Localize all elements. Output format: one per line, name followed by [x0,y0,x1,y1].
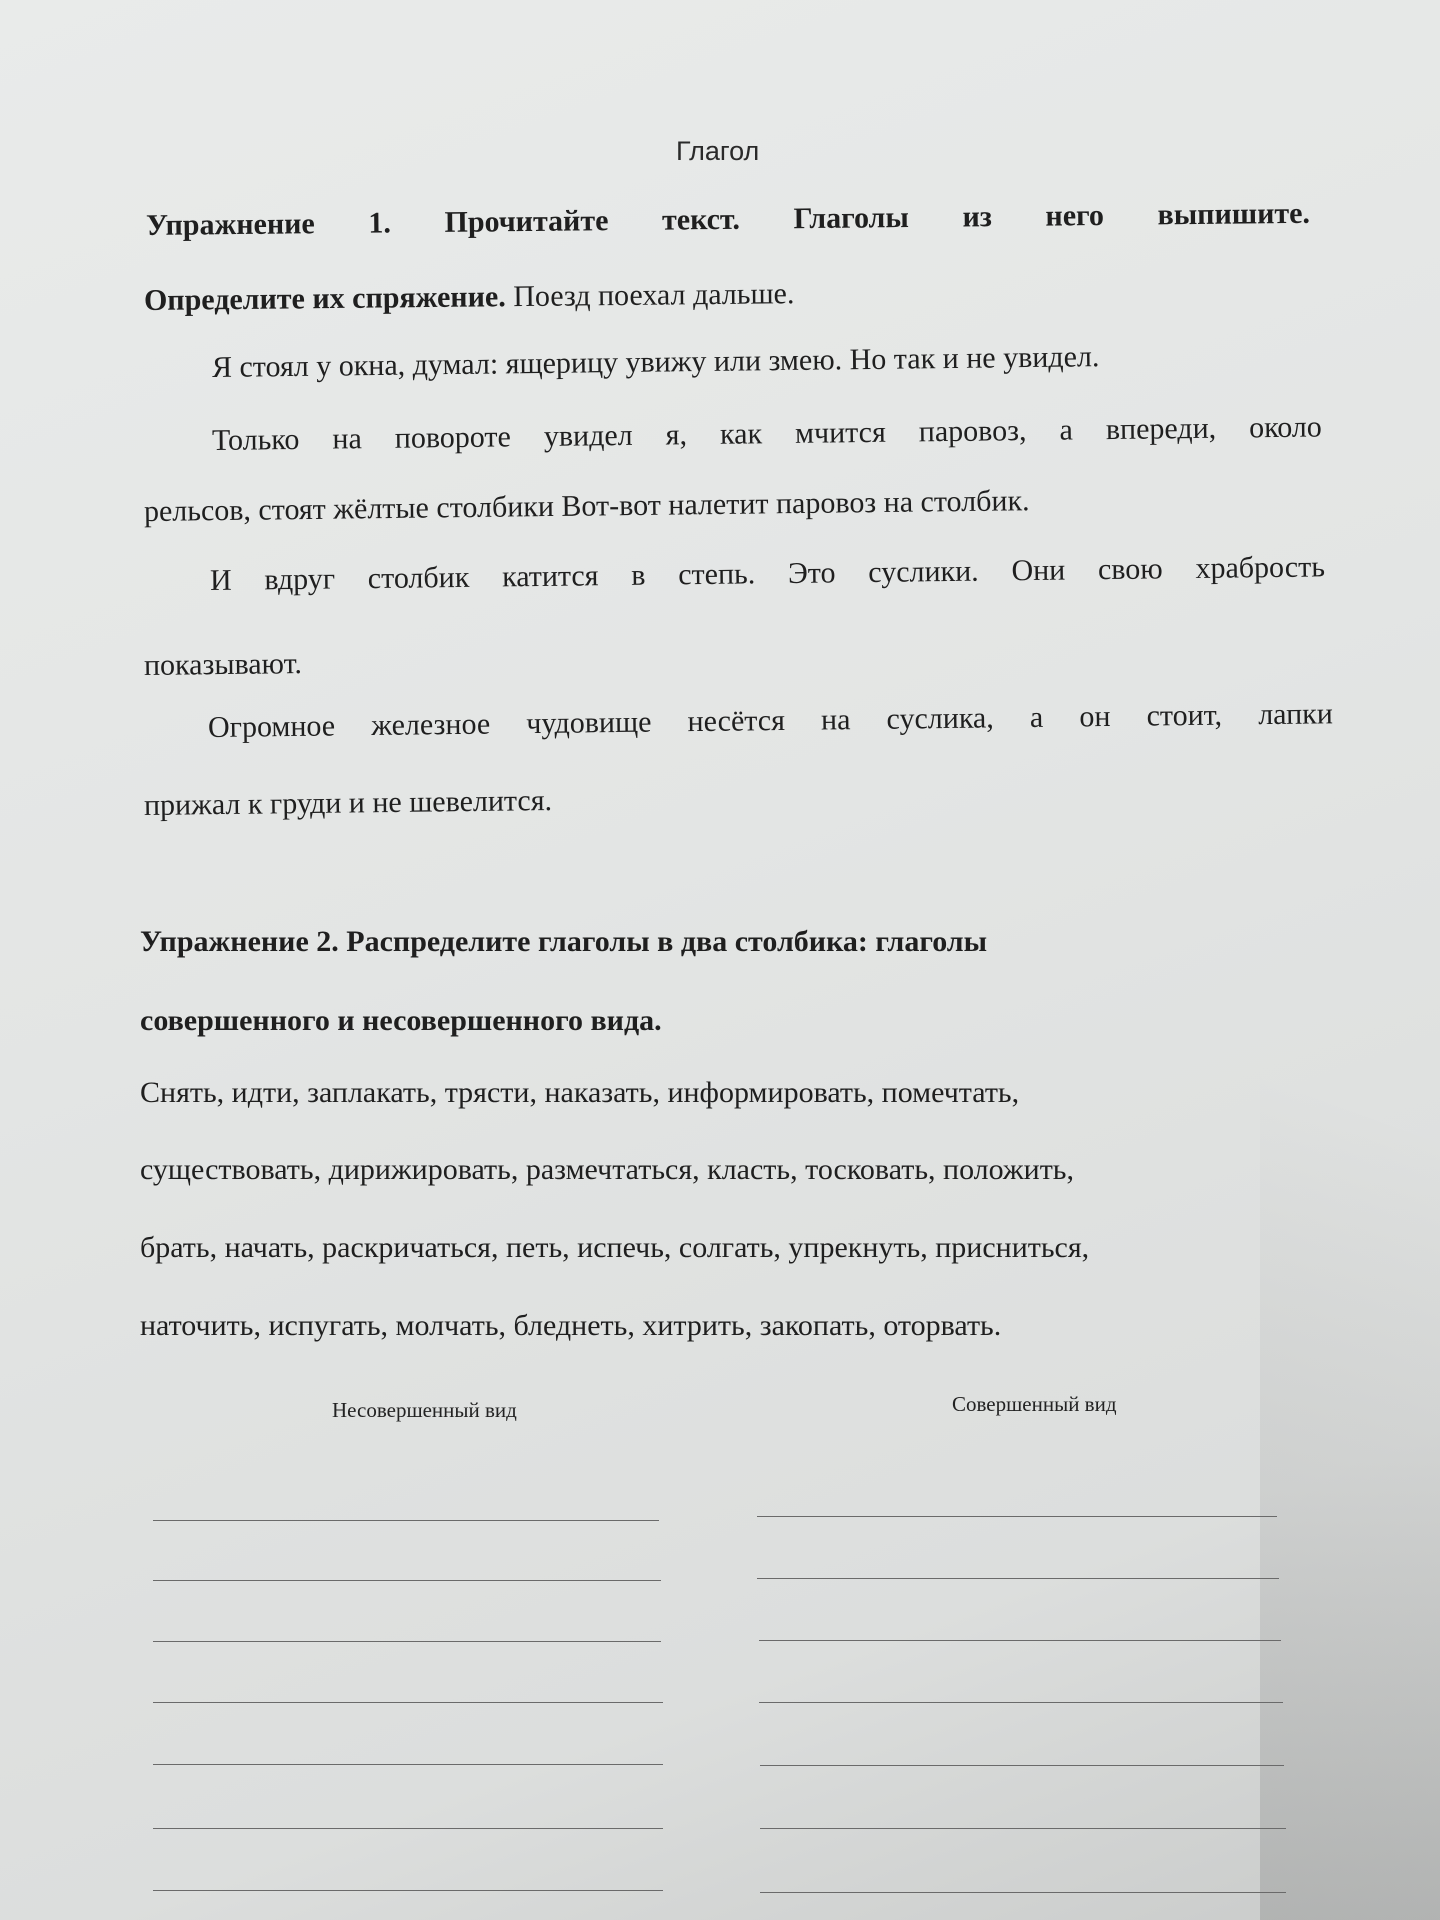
paragraph-word: храбрость [1195,550,1326,585]
exercise1-title-word: Упражнение [145,207,315,242]
paragraph-word: суслики. [868,554,979,589]
perfective-answer-line[interactable] [760,1828,1286,1829]
imperfective-answer-line[interactable] [153,1520,659,1521]
perfective-answer-line[interactable] [760,1892,1286,1893]
exercise1-text-start: Поезд поехал дальше. [505,277,795,314]
exercise1-title-word: Прочитайте [444,204,609,239]
imperfective-answer-line[interactable] [153,1580,661,1581]
paragraph-word: в [631,558,646,592]
paragraph-word: чудовище [526,705,652,741]
exercise1-title-line1 [146,196,1310,244]
exercise1-paragraph-2-line2: рельсов, стоят жёлтые столбики Вот-вот налетит паровоз на столбик. [143,484,1030,528]
exercise1-paragraph-3-line2: показывают. [143,647,303,682]
perfective-answer-line[interactable] [759,1702,1283,1703]
imperfective-answer-line[interactable] [153,1828,663,1829]
exercise1-paragraph-1: Я стоял у окна, думал: ящерицу увижу или змею. Но так и не увидел. [211,340,1100,384]
exercise1-title-word: него [1045,198,1105,233]
exercise1-paragraph-2-line1 [212,409,1322,459]
exercise1-title-word: Глаголы [793,201,910,236]
exercise1-instruction: Определите их спряжение. [143,280,506,317]
exercise1-title-word: из [962,200,992,234]
paragraph-word: Они [1011,553,1066,588]
exercise1-paragraph-4-line2: прижал к груди и не шевелится. [143,784,553,822]
exercise2-words-line3: брать, начать, раскричаться, петь, испечь, солгать, упрекнуть, присниться, [140,1231,1090,1264]
exercise1-title-word: 1. [368,206,392,240]
perfective-answer-line[interactable] [760,1765,1284,1766]
paragraph-word: на [820,703,851,737]
paragraph-word: суслика, [886,701,994,736]
exercise1-title-line2 [144,276,795,319]
paragraph-word: повороте [394,420,512,455]
paragraph-word: катится [501,559,599,594]
paragraph-word: на [332,422,362,456]
paragraph-word: И [209,563,232,597]
exercise2-words-line2: существовать, дирижировать, размечтаться, класть, тосковать, положить, [140,1153,1074,1186]
paragraph-word: несётся [687,703,786,739]
paragraph-word: свою [1097,552,1163,587]
exercise1-title-word: текст. [661,202,741,237]
imperfective-answer-line[interactable] [153,1890,663,1891]
paragraph-word: столбик [367,560,470,596]
perfective-column-header: Совершенный вид [952,1392,1117,1416]
paragraph-word: паровоз, [918,414,1027,449]
perfective-answer-line[interactable] [757,1516,1277,1517]
paragraph-word: впереди, [1105,411,1217,447]
paragraph-word: степь. [678,557,756,592]
exercise1-title-word: выпишите. [1157,196,1311,232]
paragraph-word: я, [665,418,688,452]
imperfective-answer-line[interactable] [153,1641,661,1642]
exercise2-words-line1: Снять, идти, заплакать, трясти, наказать, информировать, помечтать, [140,1076,1020,1109]
paragraph-word: Только [211,422,300,457]
paragraph-word: как [719,417,763,451]
paragraph-word: он [1079,699,1111,734]
exercise1-paragraph-3-line1 [210,549,1325,599]
page-title: Глагол [676,136,760,166]
exercise2-title-line1: Упражнение 2. Распределите глаголы в два столбика: глаголы [140,925,988,958]
paragraph-word: стоит, [1146,698,1223,733]
perfective-answer-line[interactable] [759,1640,1281,1641]
exercise2-title-line2: совершенного и несовершенного вида. [140,1004,662,1037]
paragraph-word: мчится [794,415,886,450]
imperfective-answer-line[interactable] [153,1764,663,1765]
paragraph-word: а [1059,413,1074,447]
paragraph-word: Огромное [207,709,336,744]
paragraph-word: около [1248,410,1323,445]
imperfective-column-header: Несовершенный вид [332,1398,517,1422]
paragraph-word: увидел [543,418,633,453]
perfective-answer-line[interactable] [757,1578,1279,1579]
exercise1-paragraph-4-line1 [208,696,1333,746]
paragraph-word: вдруг [264,562,336,597]
page-shadow [1260,920,1440,1920]
paragraph-word: Это [787,556,836,590]
imperfective-answer-line[interactable] [153,1702,663,1703]
exercise2-words-line4: наточить, испугать, молчать, бледнеть, хитрить, закопать, оторвать. [140,1309,1002,1342]
paragraph-word: а [1029,700,1044,734]
paragraph-word: лапки [1258,697,1333,732]
paragraph-word: железное [371,707,491,743]
